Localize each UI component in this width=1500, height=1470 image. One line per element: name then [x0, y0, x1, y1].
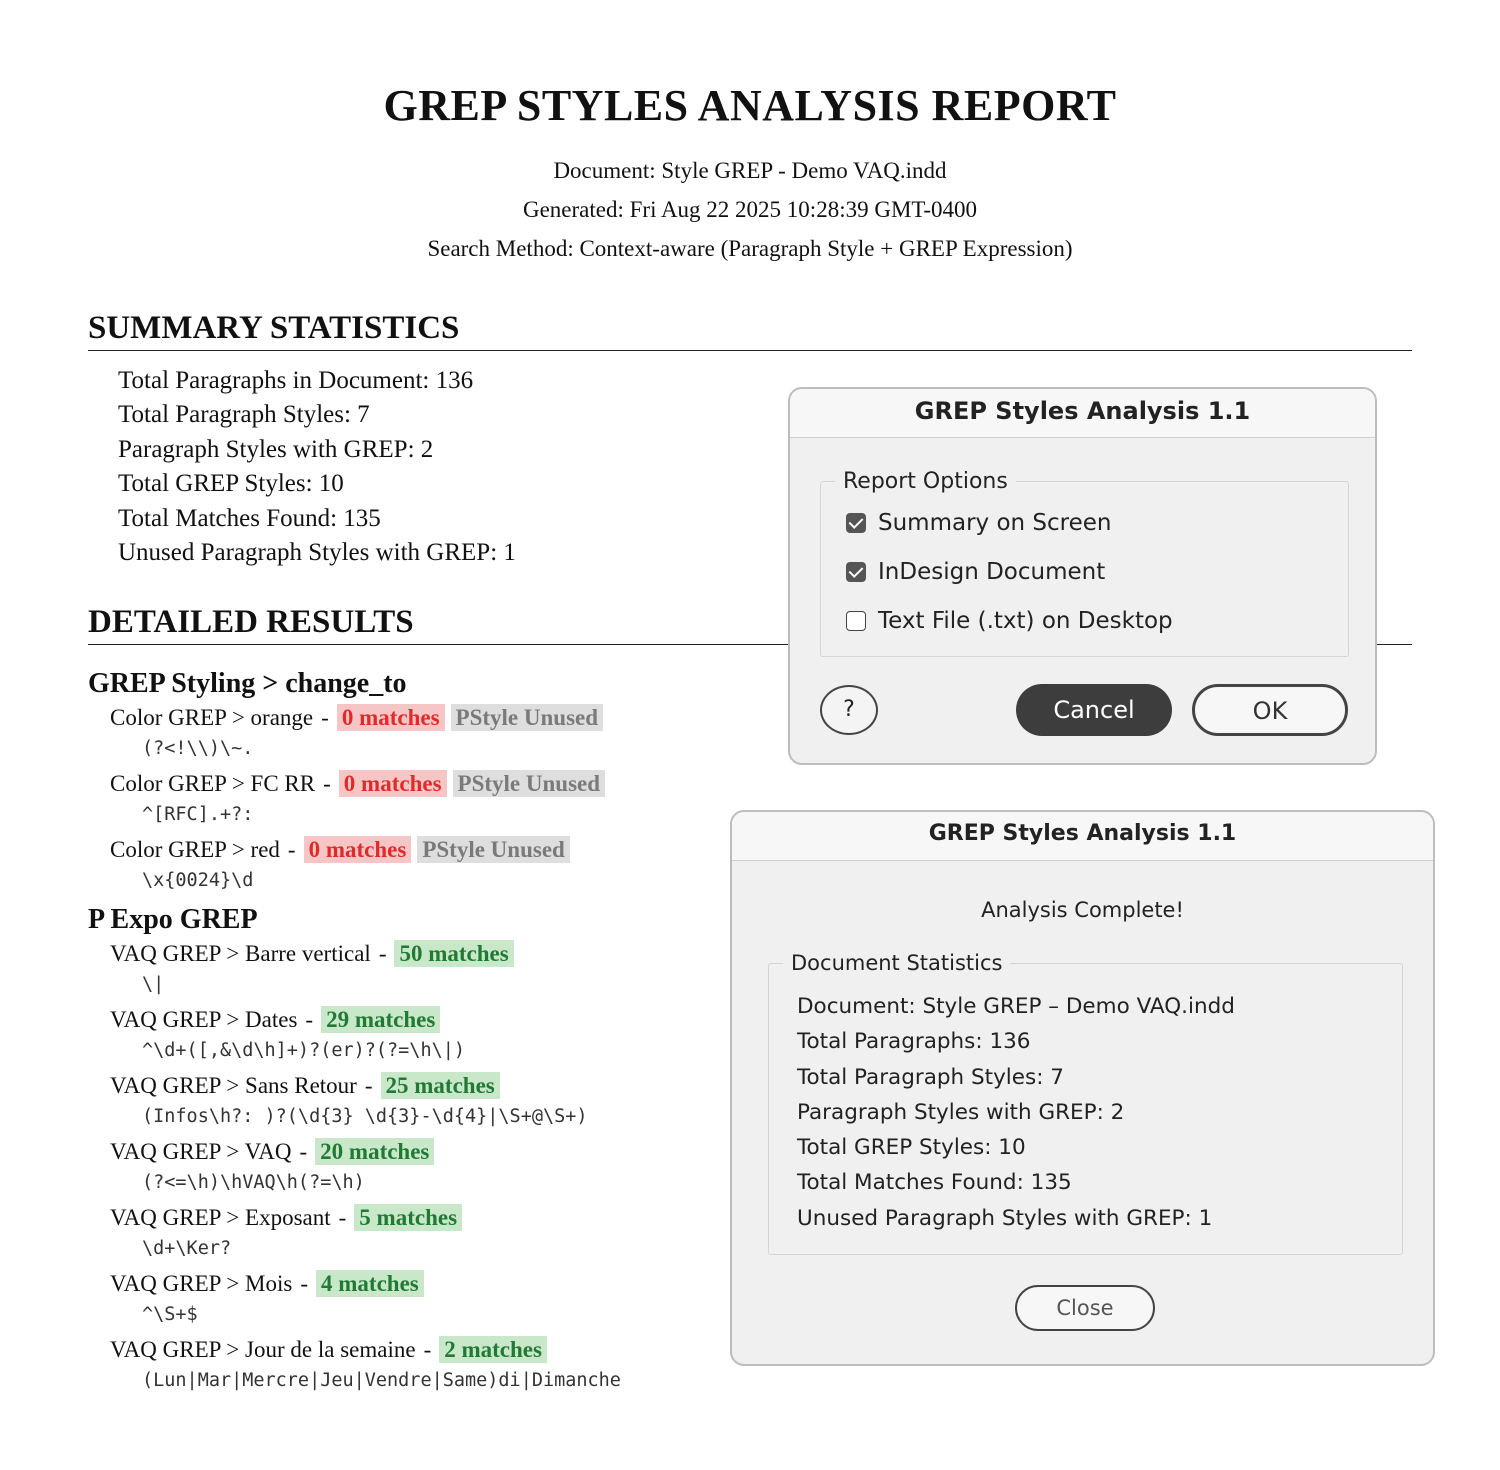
match-count-badge: 0 matches	[304, 836, 412, 863]
summary-item: Paragraph Styles with GREP: 2	[118, 435, 434, 463]
rule-name: VAQ GREP > Dates	[110, 1007, 298, 1032]
match-count-badge: 29 matches	[321, 1006, 440, 1033]
grep-expression: \|	[142, 974, 165, 995]
grep-rule	[110, 1004, 748, 1066]
pstyle-unused-badge: PStyle Unused	[453, 770, 606, 797]
dialog-title: GREP Styles Analysis 1.1	[732, 812, 1433, 861]
generated-line: Generated: Fri Aug 22 2025 10:28:39 GMT-0400	[522, 197, 977, 222]
summary-item: Unused Paragraph Styles with GREP: 1	[118, 539, 516, 567]
dialog-title: GREP Styles Analysis 1.1	[790, 389, 1375, 438]
option-indesign-document[interactable]	[846, 559, 1105, 585]
document-line: Document: Style GREP - Demo VAQ.indd	[553, 158, 947, 183]
grep-rule	[110, 1202, 748, 1264]
search-method-line: Search Method: Context-aware (Paragraph Style + GREP Expression)	[427, 236, 1073, 261]
result-group	[88, 666, 748, 896]
completion-message: Analysis Complete!	[981, 898, 1184, 922]
option-label: Summary on Screen	[878, 510, 1112, 536]
option-summary-on-screen[interactable]	[846, 510, 1112, 536]
stat-line: Total Paragraphs: 136	[797, 1029, 1031, 1055]
stat-line: Total Matches Found: 135	[797, 1170, 1072, 1196]
option-text-file[interactable]	[846, 608, 1173, 634]
help-button[interactable]: ?	[820, 685, 878, 735]
grep-expression: ^\d+([,&\d\h]+)?(er)?(?=\h\|)	[142, 1040, 466, 1061]
close-button[interactable]: Close	[1015, 1285, 1155, 1331]
match-count-badge: 0 matches	[337, 704, 445, 731]
grep-expression: (?<!\\)\~.	[142, 738, 254, 759]
match-count-badge: 5 matches	[354, 1204, 462, 1231]
rule-separator: -	[287, 837, 296, 862]
match-count-badge: 0 matches	[339, 770, 447, 797]
match-count-badge: 50 matches	[394, 940, 513, 967]
rule-name: VAQ GREP > Barre vertical	[110, 941, 371, 966]
ok-button[interactable]: OK	[1192, 684, 1348, 736]
grep-rule	[110, 1334, 748, 1396]
option-label: Text File (.txt) on Desktop	[878, 608, 1173, 634]
rule-separator: -	[305, 1007, 314, 1032]
rule-separator: -	[299, 1139, 308, 1164]
rule-name: Color GREP > red	[110, 837, 280, 862]
grep-expression: ^\S+$	[142, 1304, 198, 1325]
stat-line: Total GREP Styles: 10	[797, 1135, 1026, 1161]
summary-item: Total GREP Styles: 10	[118, 470, 344, 498]
stat-line: Document: Style GREP – Demo VAQ.indd	[797, 994, 1235, 1019]
grep-rule	[110, 834, 748, 896]
stat-line: Total Paragraph Styles: 7	[797, 1064, 1064, 1090]
grep-rule	[110, 1268, 748, 1330]
grep-expression: \x{0024}\d	[142, 870, 254, 891]
grep-expression: (?<=\h)\hVAQ\h(?=\h)	[142, 1172, 365, 1193]
grep-expression: ^[RFC].+?:	[142, 804, 254, 825]
detailed-results	[88, 666, 748, 1396]
rule-separator: -	[338, 1205, 347, 1230]
match-count-badge: 25 matches	[381, 1072, 500, 1099]
result-group	[88, 902, 748, 1396]
group-label: Report Options	[843, 469, 1008, 494]
rule-separator: -	[321, 705, 329, 730]
summary-item: Total Paragraph Styles: 7	[118, 401, 370, 429]
stat-line: Paragraph Styles with GREP: 2	[797, 1099, 1125, 1125]
pstyle-unused-badge: PStyle Unused	[451, 704, 604, 731]
group-label: Document Statistics	[791, 951, 1003, 975]
grep-rule	[110, 1136, 748, 1198]
pstyle-unused-badge: PStyle Unused	[417, 836, 570, 863]
details-heading: DETAILED RESULTS	[88, 602, 1412, 645]
grep-expression: \d+\Ker?	[142, 1238, 232, 1259]
stat-line: Unused Paragraph Styles with GREP: 1	[797, 1205, 1213, 1231]
summary-item: Total Paragraphs in Document: 136	[118, 367, 474, 394]
grep-rule	[110, 1070, 748, 1132]
statistics-list	[797, 989, 1235, 1236]
grep-rule	[110, 938, 748, 1000]
match-count-badge: 20 matches	[315, 1138, 434, 1165]
rule-separator: -	[423, 1337, 432, 1362]
report-title: GREP STYLES ANALYSIS REPORT	[383, 81, 1117, 130]
rule-separator: -	[323, 771, 331, 796]
grep-rule	[110, 702, 748, 764]
rule-name: VAQ GREP > Exposant	[110, 1205, 331, 1230]
checkbox-checked-icon[interactable]	[846, 562, 866, 582]
grep-expression: (Infos\h?: )?(\d{3} \d{3}-\d{4}|\S+@\S+)	[142, 1106, 588, 1127]
match-count-badge: 2 matches	[439, 1336, 547, 1363]
checkbox-checked-icon[interactable]	[846, 513, 866, 533]
option-label: InDesign Document	[878, 559, 1106, 585]
summary-heading: SUMMARY STATISTICS	[88, 308, 1412, 351]
checkbox-unchecked-icon[interactable]	[846, 611, 866, 631]
cancel-button[interactable]: Cancel	[1016, 684, 1172, 736]
rule-separator: -	[364, 1073, 373, 1098]
report-options-dialog	[788, 387, 1377, 765]
grep-rule	[110, 768, 748, 830]
rule-name: VAQ GREP > Jour de la semaine	[110, 1337, 416, 1362]
analysis-complete-dialog	[730, 810, 1435, 1366]
rule-separator: -	[378, 941, 387, 966]
group-title: P Expo GREP	[88, 904, 258, 935]
summary-list	[118, 364, 516, 570]
group-title: GREP Styling > change_to	[88, 668, 407, 699]
rule-name: VAQ GREP > Sans Retour	[110, 1073, 357, 1098]
summary-item: Total Matches Found: 135	[118, 504, 381, 532]
rule-name: VAQ GREP > Mois	[110, 1271, 293, 1296]
rule-separator: -	[300, 1271, 308, 1296]
match-count-badge: 4 matches	[316, 1270, 424, 1297]
rule-name: Color GREP > FC RR	[110, 771, 316, 796]
grep-expression: (Lun|Mar|Mercre|Jeu|Vendre|Same)di|Dimanche	[142, 1370, 621, 1391]
rule-name: VAQ GREP > VAQ	[110, 1139, 292, 1164]
rule-name: Color GREP > orange	[110, 705, 314, 730]
